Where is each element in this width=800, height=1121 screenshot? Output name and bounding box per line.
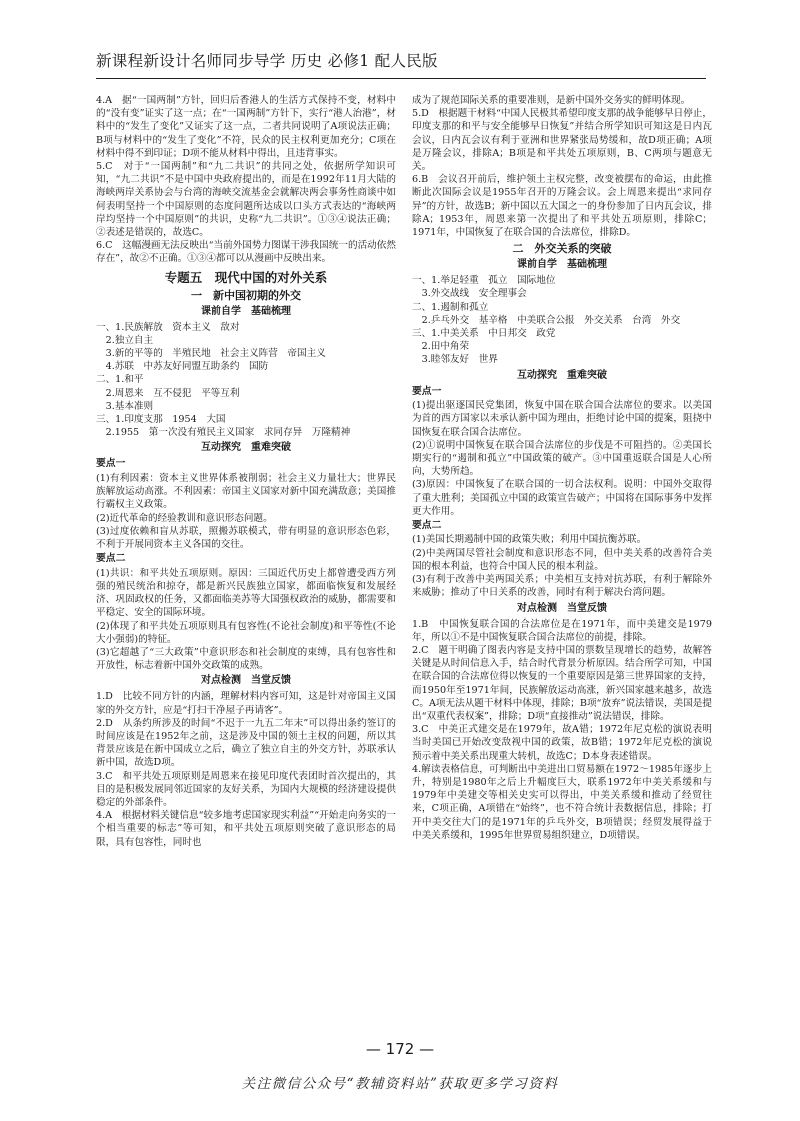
paragraph: 2.C 题干明确了图表内容是支持中国的票数呈现增长的趋势，故解答关键是从时间信息入手，结合时代背景分析原因。结合所学可知，中国在联合国的合法席位得以恢复的一个重要原因是第三世界国家的支持，而1950年至1971年间，民族解放运动高涨，新兴国家越来越多，故选C。A项无法从题干材料中体现，排除；B项“放弃”说法错误，美国是提出“双重代表权案”，排除；D项“直接推动”说法错误，排除。 xyxy=(412,644,712,722)
subheading: 对点检测 当堂反馈 xyxy=(201,675,291,687)
paragraph: (3)原因：中国恢复了在联合国的一切合法权利。说明：中国外交取得了重大胜利；美国孤立中国的政策宣告破产；中国将在国际事务中发挥更大作用。 xyxy=(412,479,712,517)
paragraph: 二、1.遏制和孤立 xyxy=(412,301,489,313)
paragraph: 2.乒乓外交 基辛格 中美联合公报 外交关系 台湾 外交 xyxy=(412,314,681,326)
paragraph: 6.B 会议召开前后，维护领土主权完整，改变被摆布的命运，由此推断此次国际会议是1955年召开的万隆会议。会上周恩来提出“求同存异”的方针，故选B；新中国以五大国之一的身份参加了日内瓦会议，排除A；1953年，周恩来第一次提出了和平共处五项原则，排除C；1971年，中国恢复了在联合国的合法席位，排除D。 xyxy=(412,174,712,239)
paragraph: (1)提出驱逐国民党集团，恢复中国在联合国合法席位的要求。以美国为首的西方国家以未承认新中国为理由，拒绝讨论中国的提案，阻挠中国恢复在联合国合法席位。 xyxy=(412,400,712,438)
paragraph: (2)近代革命的经验教训和意识形态问题。 xyxy=(96,512,273,524)
running-header: 新课程新设计名师同步导学 历史 必修1 配人民版 xyxy=(96,44,706,79)
paragraph: 3.C 和平共处五项原则是周恩来在接见印度代表团时首次提出的，其目的是积极发展同邻近国家的友好关系，为国内大规模的经济建设提供稳定的外部条件。 xyxy=(96,770,396,808)
section-title: 专题五 现代中国的对外关系 xyxy=(164,269,328,285)
paragraph: 3.外交战线 安全理事会 xyxy=(412,288,527,300)
paragraph: (1)共识：和平共处五项原则。原因：三国近代历史上都曾遭受西方列强的殖民统治和掠夺，都是新兴民族独立国家，都面临恢复和发展经济、巩固政权的任务，又都面临美苏等大国强权政治的威胁，都需要和平稳定、安全的国际环境。 xyxy=(96,567,396,619)
paragraph: (2)中美两国尽管社会制度和意识形态不同，但中美关系的改善符合美国的根本利益，也符合中国人民的根本利益。 xyxy=(412,547,712,572)
paragraph: 3.基本准则 xyxy=(96,400,154,412)
paragraph: 一、1.举足轻重 孤立 国际地位 xyxy=(412,275,556,287)
point-label: 要点一 xyxy=(412,385,442,397)
subheading: 对点检测 当堂反馈 xyxy=(517,602,607,614)
paragraph: 成为了规范国际关系的重要准则，是新中国外交务实的鲜明体现。 xyxy=(412,95,691,106)
paragraph: 三、1.中美关系 中日邦交 政党 xyxy=(412,328,556,340)
paragraph: (1)美国长期遏制中国的政策失败；利用中国抗衡苏联。 xyxy=(412,534,647,546)
paragraph: 4.A 据“一国两制”方针，回归后香港人的生活方式保持不变，材料中的“没有变”证实了这一点；在“一国两制”方针下，实行“港人治港”，材料中的“发生了变化”又证实了这一点，二者共同说明了A项说法正确；B项与材料中的“发生了变化”不符，民众的民主权利更加充分；C项在材料中得不到印证；D项不能从材料中得出，且违背事实。 xyxy=(96,95,396,159)
right-column xyxy=(412,94,712,1040)
paragraph: 4.A 根据材料关键信息“较多地考虑国家现实利益”“开始走向务实的一个相当重要的标志”等可知，和平共处五项原则突破了意识形态的局限，具有包容性，同时也 xyxy=(96,810,396,848)
paragraph: (3)有利于改善中美两国关系；中美相互支持对抗苏联，有利于解除外来威胁；推动了中日关系的改善，同时有利于解决台湾问题。 xyxy=(412,574,712,599)
paragraph: 5.D 根据题干材料“中国人民极其希望印度支那的战争能够早日停止，印度支那的和平与安全能够早日恢复”并结合所学知识可知这是日内瓦会议，日内瓦会议有利于亚洲和世界紧张局势缓和，故D项正确；A项是万隆会议，排除A；B项是和平共处五项原则，B、C两项与题意无关。 xyxy=(412,108,712,173)
paragraph: 4.苏联 中苏友好同盟互助条约 国防 xyxy=(96,361,269,373)
paragraph: 3.C 中美正式建交是在1979年，故A错；1972年尼克松的演说表明当时美国已开始改变敌视中国的政策，故B错；1972年尼克松的演说预示着中美关系出现重大转机，故选C；D本身表述错误。 xyxy=(412,724,712,762)
paragraph: (3)它超越了“三大政策”中意识形态和社会制度的束缚，具有包容性和开放性，标志着新中国外交政策的成熟。 xyxy=(96,646,396,672)
point-label: 要点二 xyxy=(96,553,126,565)
subheading: 课前自学 基础梳理 xyxy=(201,305,291,317)
paragraph: 1.B 中国恢复联合国的合法席位是在1971年，而中美建交是1979年，所以①不是中国恢复联合国合法席位的前提，排除。 xyxy=(412,618,712,643)
paragraph: (2)①说明中国恢复在联合国合法席位的步伐是不可阻挡的。②美国长期实行的“遏制和孤立”中国政策的破产。③中国重返联合国是人心所向，大势所趋。 xyxy=(412,439,712,478)
paragraph: 一、1.民族解放 资本主义 敌对 xyxy=(96,321,240,333)
page-number: — 172 — xyxy=(365,1040,435,1058)
subsection-title: 二 外交关系的突破 xyxy=(512,242,612,256)
subsection-title: 一 新中国初期的外交 xyxy=(191,288,301,302)
paragraph: 1.D 比较不同方针的内涵，理解材料内容可知，这是针对帝国主义国家的外交方针，应是“打扫干净屋子再请客”。 xyxy=(96,691,396,716)
paragraph: 2.田中角荣 xyxy=(412,341,470,353)
subheading: 课前自学 基础梳理 xyxy=(517,259,607,271)
paragraph: (1)有利因素：资本主义世界体系被削弱；社会主义力量壮大；世界民族解放运动高涨。不利因素：帝国主义国家对新中国充满敌意；美国推行霸权主义政策。 xyxy=(96,472,396,511)
point-label: 要点二 xyxy=(412,519,442,531)
paragraph: (3)过度依赖和盲从苏联，照搬苏联模式，带有明显的意识形态色彩，不利于开展同资本主义各国的交往。 xyxy=(96,525,396,550)
paragraph: 三、1.印度支那 1954 大国 xyxy=(96,414,226,426)
paragraph: 2.周恩来 互不侵犯 平等互利 xyxy=(96,387,240,399)
paragraph: 二、1.和平 xyxy=(96,374,144,386)
answer-columns xyxy=(96,94,712,1040)
paragraph: 3.睦邻友好 世界 xyxy=(412,354,498,366)
paragraph: 4.解读表格信息，可判断出中美进出口贸易额在1972～1985年逐步上升，特别是1980年之后上升幅度巨大，联系1972年中美关系缓和与1979年中美建交等相关史实可以得出，中美关系缓和推动了经贸往来，C项正确，A项错在“始终”，也不符合统计表数据信息，排除；打开中美交往大门的是1971年的乒乓外交，B项错误；经贸发展得益于中美关系缓和，1995年世界贸易组织建立，D项错误。 xyxy=(412,763,712,841)
paragraph: 6.C 这幅漫画无法反映出“当前外国势力图谋干涉我国统一的活动依然存在”，故②不正确。①③④都可以从漫画中反映出来。 xyxy=(96,240,396,265)
left-column xyxy=(96,94,396,1040)
paragraph: 2.1955 第一次没有殖民主义国家 求同存异 万隆精神 xyxy=(96,427,351,439)
point-label: 要点一 xyxy=(96,458,126,470)
subheading: 互动探究 重难突破 xyxy=(517,369,607,381)
paragraph: (2)体现了和平共处五项原则具有包容性(不论社会制度)和平等性(不论大小强弱)的特征。 xyxy=(96,620,396,645)
subheading: 互动探究 重难突破 xyxy=(201,442,291,454)
paragraph: 2.D 从条约所涉及的时间“不迟于一九五二年末”可以得出条约签订的时间应该是在1952年之前，这是涉及中国的领土主权的问题，所以其背景应该是在新中国成立之后，确立了独立自主的外交方针，苏联承认新中国，故选D项。 xyxy=(96,717,396,769)
paragraph: 5.C 对于“一国两制”和“九二共识”的共同之处，依据所学知识可知，“九二共识”不是中国中央政府提出的，而是在1992年11月大陆的海峡两岸关系协会与台湾的海峡交流基金会就解决两会事务性商谈中如何表明坚持一个中国原则的态度问题所达成以口头方式表达的“海峡两岸均坚持一个中国原则”的共识，史称“九二共识”。①③④说法正确；②表述是错误的，故选C。 xyxy=(96,161,396,239)
paragraph: 2.独立自主 xyxy=(96,334,154,346)
handwritten-footer-note: 关注微信公众号“教辅资料站”获取更多学习资料 xyxy=(241,1076,559,1092)
paragraph: 3.新的平等的 半殖民地 社会主义阵营 帝国主义 xyxy=(96,348,326,360)
